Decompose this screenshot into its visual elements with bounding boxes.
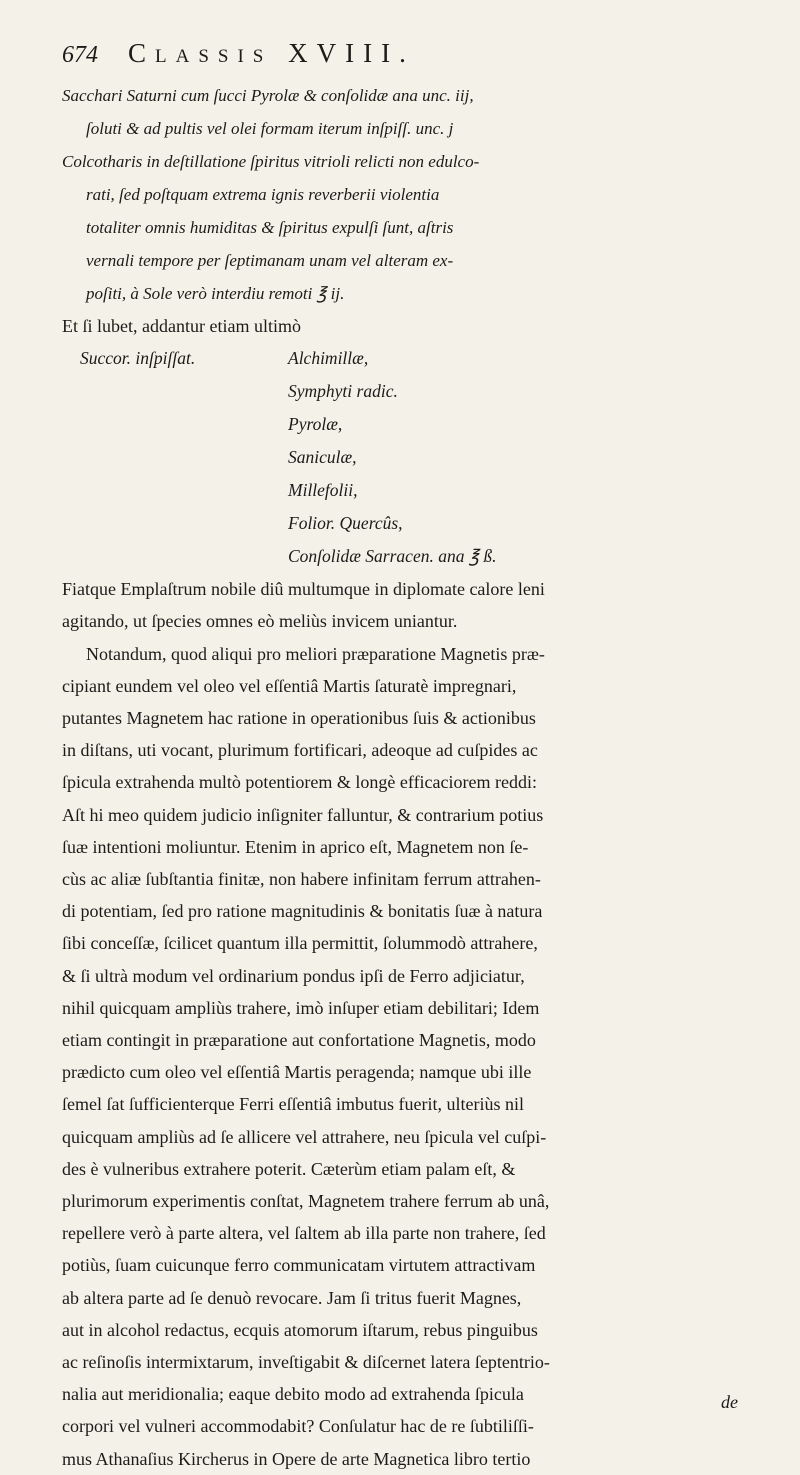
ingredient-name: Symphyti radic.: [288, 381, 398, 402]
text-line: quicquam ampliùs ad ſe allicere vel attrahere, neu ſpicula vel cuſpi-: [62, 1126, 547, 1147]
text-line: nalia aut meridionalia; eaque debito modo ad extrahenda ſpicula: [62, 1384, 524, 1405]
text-line: in diſtans, uti vocant, plurimum fortificari, adeoque ad cuſpides ac: [62, 740, 538, 761]
ingredient-list: [62, 342, 740, 573]
list-item: [62, 474, 740, 507]
ingredient-name: Alchimillæ,: [288, 348, 369, 369]
text-line: cipiant eundem vel oleo vel eſſentiâ Martis ſaturatè impregnari,: [62, 675, 517, 696]
text-line: di potentiam, ſed pro ratione magnitudinis & bonitatis ſuæ à natura: [62, 901, 543, 922]
text-line: cùs ac aliæ ſubſtantia finitæ, non habere infinitam ferrum attrahen-: [62, 869, 541, 890]
page-header: [62, 38, 740, 69]
recipe-line: totaliter omnis humiditas & ſpiritus expulſi ſunt, aſtris: [86, 218, 454, 237]
running-title: Classis XVIII.: [128, 38, 415, 68]
text-line: repellere verò à parte altera, vel ſaltem ab illa parte non trahere, ſed: [62, 1223, 546, 1244]
list-item: [62, 375, 740, 408]
text-line: potiùs, ſuam cuicunque ferro communicatam virtutem attractivam: [62, 1255, 536, 1276]
recipe-line: ſoluti & ad pultis vel olei formam iterum inſpiſſ. unc. j: [86, 119, 454, 138]
recipe-line: Sacchari Saturni cum ſucci Pyrolæ & conſolidæ ana unc. iij,: [62, 86, 474, 105]
text-line: Fiatque Emplaſtrum nobile diû multumque in diplomate calore leni: [62, 579, 545, 600]
text-line: etiam contingit in præparatione aut confortatione Magnetis, modo: [62, 1030, 536, 1051]
ingredient-name: Saniculæ,: [288, 447, 357, 468]
list-item: [62, 507, 740, 540]
list-item: [62, 540, 740, 573]
recipe-line: poſiti, à Sole verò interdiu remoti ℥ ij.: [86, 284, 345, 303]
list-item: [62, 408, 740, 441]
text-line: ab altera parte ad ſe denuò revocare. Jam ſi tritus fuerit Magnes,: [62, 1287, 522, 1308]
text-line: mus Athanaſius Kircherus in Opere de arte Magnetica libro tertio: [62, 1448, 531, 1469]
recipe-block: [62, 79, 740, 310]
text-line: ſpicula extrahenda multò potentiorem & longè efficaciorem reddi:: [62, 772, 537, 793]
text-line: nihil quicquam ampliùs trahere, imò inſuper etiam debilitari; Idem: [62, 997, 540, 1018]
text-line: corpori vel vulneri accommodabit? Conſulatur hac de re ſubtiliſſi-: [62, 1416, 534, 1437]
text-line: des è vulneribus extrahere poterit. Cæterùm etiam palam eſt, &: [62, 1158, 516, 1179]
text-line: ac reſinoſis intermixtarum, inveſtigabit & diſcernet latera ſeptentrio-: [62, 1352, 550, 1373]
text-line: putantes Magnetem hac ratione in operationibus ſuis & actionibus: [62, 708, 536, 729]
text-line: ſemel ſat ſufficienterque Ferri eſſentiâ imbutus fuerit, ulteriùs nil: [62, 1094, 525, 1115]
list-item: [62, 342, 740, 375]
recipe-line: vernali tempore per ſeptimanam unam vel alteram ex-: [86, 251, 454, 270]
page-number: 674: [62, 42, 98, 68]
ingredient-name: Millefolii,: [288, 480, 358, 501]
ingredient-name: Conſolidæ Sarracen. ana ℥ ß.: [288, 546, 497, 567]
text-line: Notandum, quod aliqui pro meliori præparatione Magnetis præ-: [86, 643, 545, 664]
intro-line: Et ſi lubet, addantur etiam ultimò: [62, 316, 301, 336]
text-line: & ſi ultrà modum vel ordinarium pondus ipſi de Ferro adjiciatur,: [62, 965, 525, 986]
catchword: de: [721, 1392, 738, 1412]
ingredient-lead: Succor. inſpiſſat.: [80, 348, 196, 369]
text-line: prædicto cum oleo vel eſſentiâ Martis peragenda; namque ubi ille: [62, 1062, 532, 1083]
text-line: ſuæ intentioni moliuntur. Etenim in aprico eſt, Magnetem non ſe-: [62, 836, 529, 857]
text-line: Aſt hi meo quidem judicio inſigniter falluntur, & contrarium potius: [62, 804, 544, 825]
list-item: [62, 441, 740, 474]
body-paragraphs: [62, 573, 740, 1475]
ingredient-name: Pyrolæ,: [288, 414, 343, 435]
text-line: agitando, ut ſpecies omnes eò meliùs invicem uniantur.: [62, 611, 458, 632]
recipe-line: rati, ſed poſtquam extrema ignis reverberii violentia: [86, 185, 440, 204]
ingredient-name: Folior. Quercûs,: [288, 513, 403, 534]
text-line: ſibi conceſſæ, ſcilicet quantum illa permittit, ſolummodò attrahere,: [62, 933, 538, 954]
recipe-line: Colcotharis in deſtillatione ſpiritus vitrioli relicti non edulco-: [62, 152, 480, 171]
text-line: aut in alcohol redactus, ecquis atomorum iſtarum, rebus pinguibus: [62, 1319, 538, 1340]
text-line: plurimorum experimentis conſtat, Magnetem trahere ferrum ab unâ,: [62, 1191, 550, 1212]
